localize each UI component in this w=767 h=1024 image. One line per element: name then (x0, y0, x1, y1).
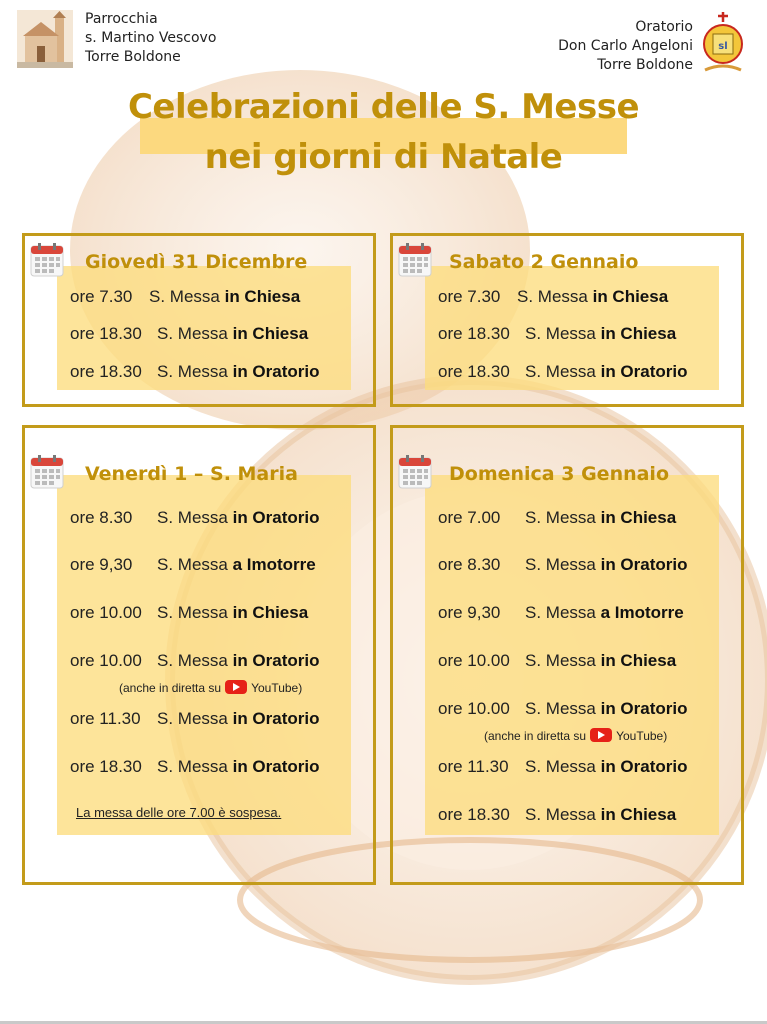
oratorio-line-1: Oratorio (635, 19, 693, 35)
mass-label: S. Messa (157, 757, 228, 776)
mass-label: S. Messa (525, 805, 596, 824)
day-box-domenica (390, 425, 744, 885)
mass-label: S. Messa (525, 603, 596, 622)
parish-line-1: Parrocchia (85, 11, 158, 27)
parish-line-3: Torre Boldone (85, 49, 181, 65)
mass-time: ore 18.30 (70, 324, 142, 343)
livestream-note-text: (anche in diretta su (119, 681, 222, 695)
mass-place: in Oratorio (600, 362, 688, 381)
mass-label: S. Messa (157, 709, 228, 728)
svg-text:sl: sl (718, 41, 728, 52)
oratorio-line-3: Torre Boldone (597, 57, 693, 73)
mass-label: S. Messa (157, 555, 228, 574)
mass-row (438, 287, 767, 307)
mass-place: in Chiesa (592, 287, 669, 306)
mass-time: ore 18.30 (438, 805, 510, 824)
mass-label: S. Messa (525, 757, 596, 776)
youtube-label: YouTube) (616, 729, 668, 743)
mass-row (70, 324, 418, 344)
mass-label: S. Messa (517, 287, 588, 306)
mass-row (70, 603, 418, 623)
mass-time: ore 10.00 (70, 651, 142, 670)
calendar-icon (398, 455, 432, 489)
mass-label: S. Messa (525, 555, 596, 574)
mass-row (438, 699, 767, 719)
mass-place: in Chiesa (600, 508, 677, 527)
day-title: Giovedì 31 Dicembre (85, 251, 308, 273)
calendar-icon (30, 455, 64, 489)
mass-place: a Imotorre (232, 555, 316, 574)
mass-place: in Chiesa (232, 324, 309, 343)
livestream-note (484, 728, 667, 743)
mass-place: in Chiesa (600, 651, 677, 670)
mass-row (438, 805, 767, 825)
mass-label: S. Messa (525, 324, 596, 343)
mass-place: in Oratorio (232, 709, 320, 728)
mass-time: ore 8.30 (438, 555, 501, 574)
mass-place: in Oratorio (232, 362, 320, 381)
mass-row (70, 508, 418, 528)
mass-time: ore 7.00 (438, 508, 501, 527)
calendar-icon (30, 243, 64, 277)
oratorio-line-2: Don Carlo Angeloni (558, 38, 693, 54)
mass-row (70, 362, 418, 382)
mass-time: ore 7.30 (70, 287, 133, 306)
mass-label: S. Messa (157, 651, 228, 670)
mass-time: ore 18.30 (70, 362, 142, 381)
mass-row (70, 651, 418, 671)
mass-row (70, 757, 418, 777)
mass-label: S. Messa (149, 287, 220, 306)
mass-time: ore 11.30 (70, 709, 141, 728)
mass-label: S. Messa (157, 362, 228, 381)
mass-time: ore 7.30 (438, 287, 501, 306)
day-box-venerdi (22, 425, 376, 885)
mass-row (70, 555, 418, 575)
oratorio-header (558, 10, 747, 80)
livestream-note-text: (anche in diretta su (484, 729, 587, 743)
mass-label: S. Messa (157, 603, 228, 622)
mass-time: ore 8.30 (70, 508, 133, 527)
mass-place: in Oratorio (232, 651, 320, 670)
mass-place: in Oratorio (600, 555, 688, 574)
mass-time: ore 18.30 (70, 757, 142, 776)
mass-row (438, 757, 767, 777)
mass-place: in Chiesa (600, 805, 677, 824)
mass-time: ore 9,30 (438, 603, 501, 622)
church-logo-icon (17, 10, 73, 68)
calendar-icon (398, 243, 432, 277)
title-line-1: Celebrazioni delle S. Messe (127, 87, 640, 127)
mass-label: S. Messa (525, 651, 596, 670)
day-box-sabato (390, 233, 744, 407)
mass-place: in Oratorio (600, 699, 688, 718)
mass-time: ore 10.00 (438, 651, 510, 670)
mass-label: S. Messa (525, 362, 596, 381)
mass-place: in Oratorio (232, 508, 320, 527)
day-title: Sabato 2 Gennaio (449, 251, 639, 273)
mass-row (438, 324, 767, 344)
mass-row (70, 709, 418, 729)
mass-row (438, 651, 767, 671)
mass-label: S. Messa (525, 699, 596, 718)
mass-place: in Chiesa (224, 287, 301, 306)
mass-time: ore 11.30 (438, 757, 509, 776)
mass-place: a Imotorre (600, 603, 684, 622)
mass-time: ore 9,30 (70, 555, 133, 574)
parish-header (17, 10, 216, 68)
mass-row (438, 508, 767, 528)
mass-row (438, 555, 767, 575)
mass-time: ore 10.00 (70, 603, 142, 622)
page-title (0, 82, 767, 182)
day-box-giovedi (22, 233, 376, 407)
mass-label: S. Messa (157, 508, 228, 527)
youtube-icon (225, 680, 247, 694)
mass-row (70, 287, 418, 307)
day-title: Venerdì 1 – S. Maria (85, 463, 298, 485)
youtube-label: YouTube) (251, 681, 303, 695)
mass-row (438, 362, 767, 382)
mass-place: in Chiesa (600, 324, 677, 343)
mass-place: in Chiesa (232, 603, 309, 622)
day-title: Domenica 3 Gennaio (449, 463, 670, 485)
mass-row (438, 603, 767, 623)
mass-place: in Oratorio (600, 757, 688, 776)
mass-label: S. Messa (157, 324, 228, 343)
oratorio-logo-icon (699, 10, 747, 80)
mass-label: S. Messa (525, 508, 596, 527)
suspended-note: La messa delle ore 7.00 è sospesa. (76, 805, 282, 820)
mass-place: in Oratorio (232, 757, 320, 776)
mass-time: ore 18.30 (438, 324, 510, 343)
youtube-icon (590, 728, 612, 742)
parish-line-2: s. Martino Vescovo (85, 30, 217, 46)
livestream-note (119, 680, 302, 695)
mass-time: ore 18.30 (438, 362, 510, 381)
title-line-2: nei giorni di Natale (204, 137, 563, 177)
mass-time: ore 10.00 (438, 699, 510, 718)
